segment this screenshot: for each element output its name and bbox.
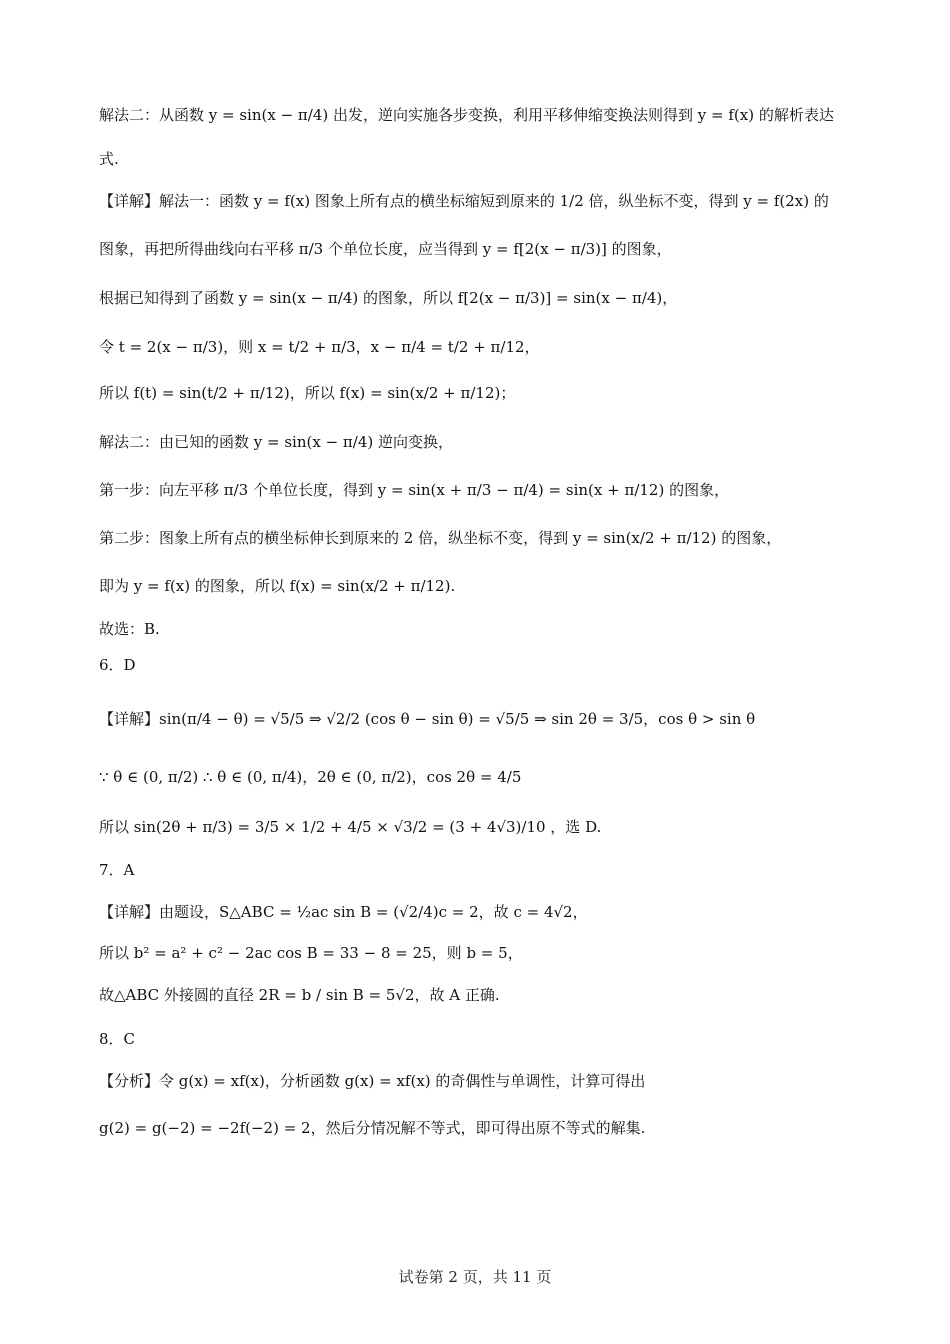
text-line: 即为 y = f(x) 的图象，所以 f(x) = sin(x/2 + π/12). (99, 577, 456, 595)
text-line: 故△ABC 外接圆的直径 2R = b / sin B = 5√2，故 A 正确. (99, 986, 500, 1004)
detail-method-two: 解法二：由已知的函数 y = sin(x − π/4) 逆向变换， (99, 433, 453, 451)
text-line: 所以 b² = a² + c² − 2ac cos B = 33 − 8 = 25，则 b = 5， (99, 944, 523, 962)
text-line: 令 t = 2(x − π/3)，则 x = t/2 + π/3，x − π/4 = t/2 + π/12， (99, 338, 540, 356)
text-line: 式. (99, 150, 119, 168)
page-footer: 试卷第 2 页，共 11 页 (398, 1268, 552, 1286)
question-number-6: 6．D (99, 656, 136, 674)
step-one: 第一步：向左平移 π/3 个单位长度，得到 y = sin(x + π/3 − π/4) = sin(x + π/12) 的图象， (99, 481, 730, 499)
detail-method-one: 【详解】解法一：函数 y = f(x) 图象上所有点的横坐标缩短到原来的 1/2 倍，纵坐标不变，得到 y = f(2x) 的 (99, 192, 829, 210)
question-number-8: 8．C (99, 1030, 136, 1048)
text-line: 根据已知得到了函数 y = sin(x − π/4) 的图象，所以 f[2(x − π/3)] = sin(x − π/4)， (99, 289, 678, 307)
text-line: 图象，再把所得曲线向右平移 π/3 个单位长度，应当得到 y = f[2(x − π/3)] 的图象， (99, 240, 672, 258)
question-number-7: 7．A (99, 861, 135, 879)
text-line: 所以 sin(2θ + π/3) = 3/5 × 1/2 + 4/5 × √3/2 = (3 + 4√3)/10 ，选 D. (99, 818, 602, 836)
solution-method-two-intro: 解法二：从函数 y = sin(x − π/4) 出发，逆向实施各步变换，利用平移伸缩变换法则得到 y = f(x) 的解析表达 (99, 106, 834, 124)
answer-choice: 故选：B. (99, 620, 160, 638)
text-line: g(2) = g(−2) = −2f(−2) = 2，然后分情况解不等式，即可得出原不等式的解集. (99, 1119, 646, 1137)
q6-detail: 【详解】sin(π/4 − θ) = √5/5 ⇒ √2/2 (cos θ − sin θ) = √5/5 ⇒ sin 2θ = 3/5，cos θ > sin θ (99, 710, 756, 728)
q7-detail: 【详解】由题设，S△ABC = ½ac sin B = (√2/4)c = 2，故 c = 4√2， (99, 903, 588, 921)
text-line: ∵ θ ∈ (0, π/2) ∴ θ ∈ (0, π/4)，2θ ∈ (0, π/2)，cos 2θ = 4/5 (99, 768, 522, 786)
q8-analysis: 【分析】令 g(x) = xf(x)，分析函数 g(x) = xf(x) 的奇偶性与单调性，计算可得出 (99, 1072, 646, 1090)
step-two: 第二步：图象上所有点的横坐标伸长到原来的 2 倍，纵坐标不变，得到 y = sin(x/2 + π/12) 的图象， (99, 529, 782, 547)
text-line: 所以 f(t) = sin(t/2 + π/12)，所以 f(x) = sin(x/2 + π/12)； (99, 384, 516, 402)
